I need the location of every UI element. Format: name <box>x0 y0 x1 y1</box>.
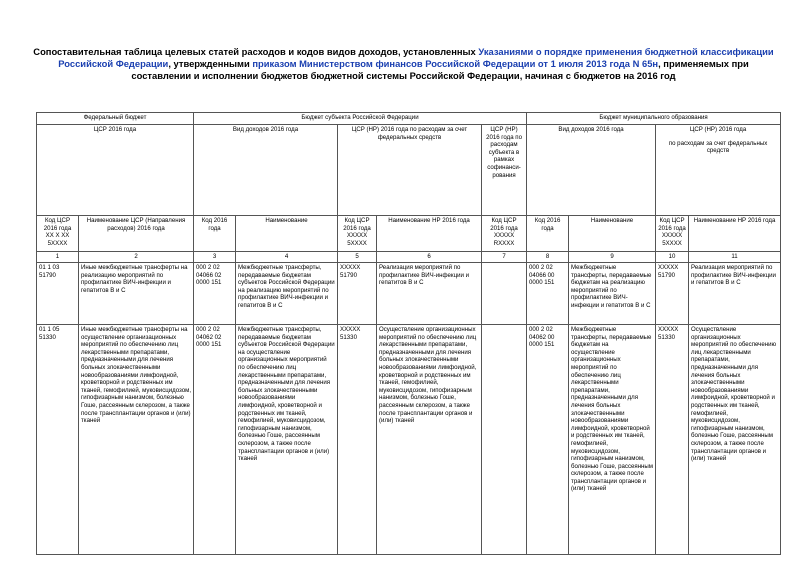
subgroup-mun-income: Вид доходов 2016 года <box>527 125 656 216</box>
col-header: Код ЦСР 2016 года XX X XX 5XXXX <box>37 216 79 252</box>
cell-subj-income-code: 000 2 02 04066 02 0000 151 <box>194 263 236 325</box>
col-header: Наименование ЦСР (Направления расходов) 2016 года <box>79 216 194 252</box>
document-title <box>30 46 777 82</box>
col-header: Код ЦСР 2016 года XXXXX 5XXXX <box>656 216 689 252</box>
comparison-table <box>36 112 781 555</box>
col-header: Код 2016 года <box>527 216 569 252</box>
col-number: 8 <box>527 252 569 263</box>
group-municipal: Бюджет муниципального образования <box>527 113 781 125</box>
table-row <box>37 325 781 555</box>
cell-fed-code: 01 1 03 51790 <box>37 263 79 325</box>
cell-mun-income-code: 000 2 02 04066 00 0000 151 <box>527 263 569 325</box>
col-header: Наименование НР 2016 года <box>689 216 781 252</box>
table-row <box>37 263 781 325</box>
cell-subj-csr-code: XXXXX 51790 <box>338 263 377 325</box>
col-number: 10 <box>656 252 689 263</box>
order-link[interactable]: приказом Министерством финансов Российской Федерации от 1 июля 2013 года N 65н <box>252 58 659 69</box>
cell-fed-name: Иные межбюджетные трансферты на осуществление организационных мероприятий по обеспечению лиц лекарственными препаратами, предназначенными для лечения больных злокачественными новообразованиями лимфоидной, кроветворной и родственных им тканей, гемофилией, муковисцидозом, гипофизарным нанизмом, болезнью Гоше, рассеянным склерозом, а также после трансплантации органов и (или) тканей <box>79 325 194 555</box>
cell-mun-csr-code: XXXXX 51330 <box>656 325 689 555</box>
cell-subj-income-name: Межбюджетные трансферты, передаваемые бюджетам субъектов Российской Федерации на осуществление организационных мероприятий по обеспечению лиц лекарственными препаратами, предназначенными для лечения больных злокачественными новообразованиями лимфоидной, кроветворной и родственных им тканей, гемофилией, муковисцидозом, гипофизарным нанизмом, болезнью Гоше, рассеянным склерозом, а также после трансплантации органов и (или) тканей <box>236 325 338 555</box>
cell-subj-csr-code: XXXXX 51330 <box>338 325 377 555</box>
cell-fed-name: Иные межбюджетные трансферты на реализацию мероприятий по профилактике ВИЧ-инфекции и гепатитов B и C <box>79 263 194 325</box>
column-header-row <box>37 216 781 252</box>
title-text-2: , утвержденными <box>168 58 253 69</box>
col-header: Код ЦСР 2016 года XXXXX 5XXXX <box>338 216 377 252</box>
title-text-3: , применяемых при составлении и исполнении бюджетов бюджетной системы Российской Федерации, начиная с бюджетов на 2016 год <box>131 58 749 81</box>
col-number: 6 <box>377 252 482 263</box>
col-number: 11 <box>689 252 781 263</box>
col-number: 1 <box>37 252 79 263</box>
title-text-1: Сопоставительная таблица целевых статей расходов и кодов видов доходов, установленных <box>33 46 479 57</box>
col-number: 4 <box>236 252 338 263</box>
col-number: 5 <box>338 252 377 263</box>
col-number: 9 <box>569 252 656 263</box>
cell-subj-csr-name: Осуществление организационных мероприятий по обеспечению лиц лекарственными препаратами, предназначенными для лечения больных злокачественными новообразованиями лимфоидной, кроветворной и родственных им тканей, гемофилией, муковисцидозом, гипофизарным нанизмом, болезнью Гоше, рассеянным склерозом, а также после трансплантации органов и (или) тканей <box>377 325 482 555</box>
cell-subj-cofin-code <box>482 325 527 555</box>
subgroup-header-row <box>37 125 781 216</box>
cell-subj-cofin-code <box>482 263 527 325</box>
col-header: Наименование <box>236 216 338 252</box>
col-number: 3 <box>194 252 236 263</box>
subgroup-mun-csr-title: ЦСР (НР) 2016 года <box>689 126 747 133</box>
subgroup-mun-csr-sub: по расходам за счет федеральных средств <box>668 139 768 155</box>
col-number: 7 <box>482 252 527 263</box>
cell-subj-income-name: Межбюджетные трансферты, передаваемые бюджетам субъектов Российской Федерации на реализацию мероприятий по профилактике ВИЧ-инфекции и гепатитов B и C <box>236 263 338 325</box>
cell-mun-income-name: Межбюджетные трансферты, передаваемые бюджетам на реализацию мероприятий по профилактике ВИЧ-инфекции и гепатитов B и C <box>569 263 656 325</box>
cell-mun-csr-name: Реализация мероприятий по профилактике ВИЧ-инфекции и гепатитов B и C <box>689 263 781 325</box>
column-number-row <box>37 252 781 263</box>
col-header: Код 2016 года <box>194 216 236 252</box>
subgroup-subj-csr-cofin: ЦСР (НР) 2016 года по расходам субъекта в рамках софинанси-рования <box>482 125 527 216</box>
subgroup-subj-csr-federal: ЦСР (НР) 2016 года по расходам за счет федеральных средств <box>338 125 482 216</box>
col-header: Код ЦСР 2016 года XXXXX RXXXX <box>482 216 527 252</box>
cell-mun-csr-code: XXXXX 51790 <box>656 263 689 325</box>
cell-fed-code: 01 1 05 51330 <box>37 325 79 555</box>
cell-mun-csr-name: Осуществление организационных мероприятий по обеспечению лиц лекарственными препаратами, предназначенными для лечения больных злокачественными новообразованиями лимфоидной, кроветворной и родственных им тканей, гемофилией, муковисцидозом, гипофизарным нанизмом, болезнью Гоше, рассеянным склерозом, а также после трансплантации органов и (или) тканей <box>689 325 781 555</box>
cell-mun-income-code: 000 2 02 04062 00 0000 151 <box>527 325 569 555</box>
subgroup-fed-csr: ЦСР 2016 года <box>37 125 194 216</box>
group-header-row <box>37 113 781 125</box>
group-subject: Бюджет субъекта Российской Федерации <box>194 113 527 125</box>
cell-subj-income-code: 000 2 02 04062 02 0000 151 <box>194 325 236 555</box>
cell-subj-csr-name: Реализация мероприятий по профилактике ВИЧ-инфекции и гепатитов B и C <box>377 263 482 325</box>
col-number: 2 <box>79 252 194 263</box>
group-federal: Федеральный бюджет <box>37 113 194 125</box>
col-header: Наименование НР 2016 года <box>377 216 482 252</box>
cell-mun-income-name: Межбюджетные трансферты, передаваемые бюджетам на осуществление организационных мероприятий по обеспечению лиц лекарственными препаратами, предназначенными для лечения больных злокачественными новообразованиями лимфоидной, кроветворной и родственных им тканей, гемофилией, муковисцидозом, гипофизарным нанизмом, болезнью Гоше, рассеянным склерозом, а также после трансплантации органов и (или) тканей <box>569 325 656 555</box>
subgroup-mun-csr <box>656 125 781 216</box>
subgroup-subj-income: Вид доходов 2016 года <box>194 125 338 216</box>
instructions-link[interactable]: Указаниями о порядке применения бюджетной классификации Российской Федерации <box>58 46 774 69</box>
col-header: Наименование <box>569 216 656 252</box>
